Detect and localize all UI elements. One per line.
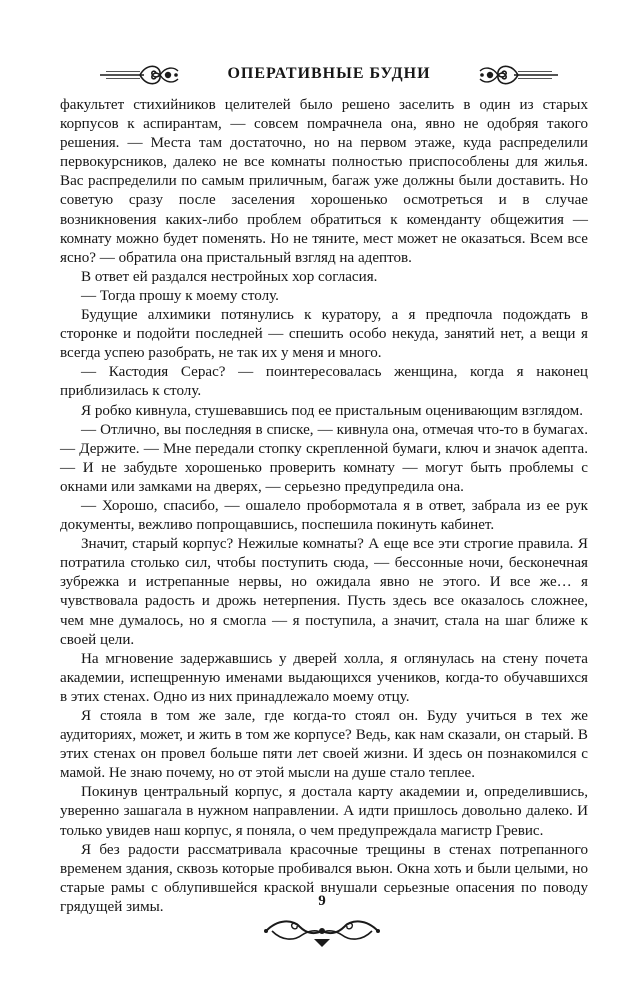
paragraph: В ответ ей раздался нестройных хор согласия. [81,268,378,285]
paragraph: Будущие алхимики потянулись к куратору, а я предпочла подождать в сторонке и подойти последней — спешить особо некуда, занятий нет, а вещи я всегда успею разобрать, не так их у меня и много. [60,307,588,362]
paragraph: — Хорошо, спасибо, — ошалело пробормотала я в ответ, забрала из ее рук документы, вежливо попрощавшись, поспешила покинуть кабинет. [60,497,588,534]
paragraph: Я без радости рассматривала красочные трещины в стенах потрепанного временем здания, сквозь которые пробивался вьюн. Окна хоть и были целыми, но старые рамы с облупившейся краской внушали серьезные опасения по поводу грядущей зимы. [60,841,588,915]
flourish-ornament-icon [478,62,558,88]
paragraph: — Тогда прошу к моему столу. [81,287,279,304]
paragraph: Я стояла в том же зале, где когда-то стоял он. Буду учиться в тех же аудиториях, может, и жить в том же корпусе? Ведь, как нам сказали, он старый. В этих стенах он провел больше пяти лет своей жизни. И здесь он познакомился с мамой. Не знаю почему, но от этой мысли на душе стало теплее. [60,708,588,782]
page-folio [262,893,382,951]
flourish-ornament-icon [100,62,180,88]
running-head-title: ОПЕРАТИВНЫЕ БУДНИ [227,65,431,82]
scroll-ornament-icon [262,913,382,949]
running-head [100,60,558,90]
body-text [60,96,588,917]
page-number: 9 [318,893,326,909]
paragraph: — Отлично, вы последняя в списке, — кивнула она, отмечая что-то в бумагах. — Держите. — Мне передали стопку скрепленной бумаги, ключ и значок адепта. — И не забудьте хорошенько проверить комнату — могут быть проблемы с окнами или замками на дверях, — серьезно предупредила она. [60,421,588,495]
paragraph: — Кастодия Серас? — поинтересовалась женщина, когда я наконец приблизилась к столу. [60,364,588,400]
paragraph: Я робко кивнула, стушевавшись под ее пристальным оценивающим взглядом. [81,402,583,419]
paragraph: Значит, старый корпус? Нежилые комнаты? А еще все эти строгие правила. Я потратила столько сил, чтобы поступить сюда, — бессонные ночи, бесконечная зубрежка и истрепанные нервы, но ожидала явно не этого. И все же… я чувствовала радость и дрожь нетерпения. Пусть здесь все оказалось сложнее, чем мне думалось, но я смогла — я поступила, а значит, стала на шаг ближе к своей цели. [60,536,588,648]
paragraph: На мгновение задержавшись у дверей холла, я оглянулась на стену почета академии, испещренную именами выдающихся учеников, когда-то обучавшихся в этих стенах. Одно из них принадлежало моему отцу. [60,650,588,705]
paragraph: Покинув центральный корпус, я достала карту академии и, определившись, уверенно зашагала в нужном направлении. А идти пришлось довольно далеко. И только увидев наш корпус, я поняла, о чем предупреждала магистр Гревис. [60,784,588,839]
paragraph: факультет стихийников целителей было решено заселить в один из старых корпусов к аспирантам, — совсем помрачнела она, явно не одобряя такого решения. — Места там достаточно, но на первом этаже, куда распределили первокурсников, далеко не все комнаты полностью приспособлены для жилья. Вас распределили по самым приличным, багаж уже должны были доставить. Но советую сразу после заселения хорошенько осмотреться и в случае возникновения каких-либо проблем обратиться к коменданту общежития — комнату можно будет поменять. Но не тяните, мест может не оказаться. Всем все ясно? — обратила она пристальный взгляд на адептов. [60,97,588,266]
